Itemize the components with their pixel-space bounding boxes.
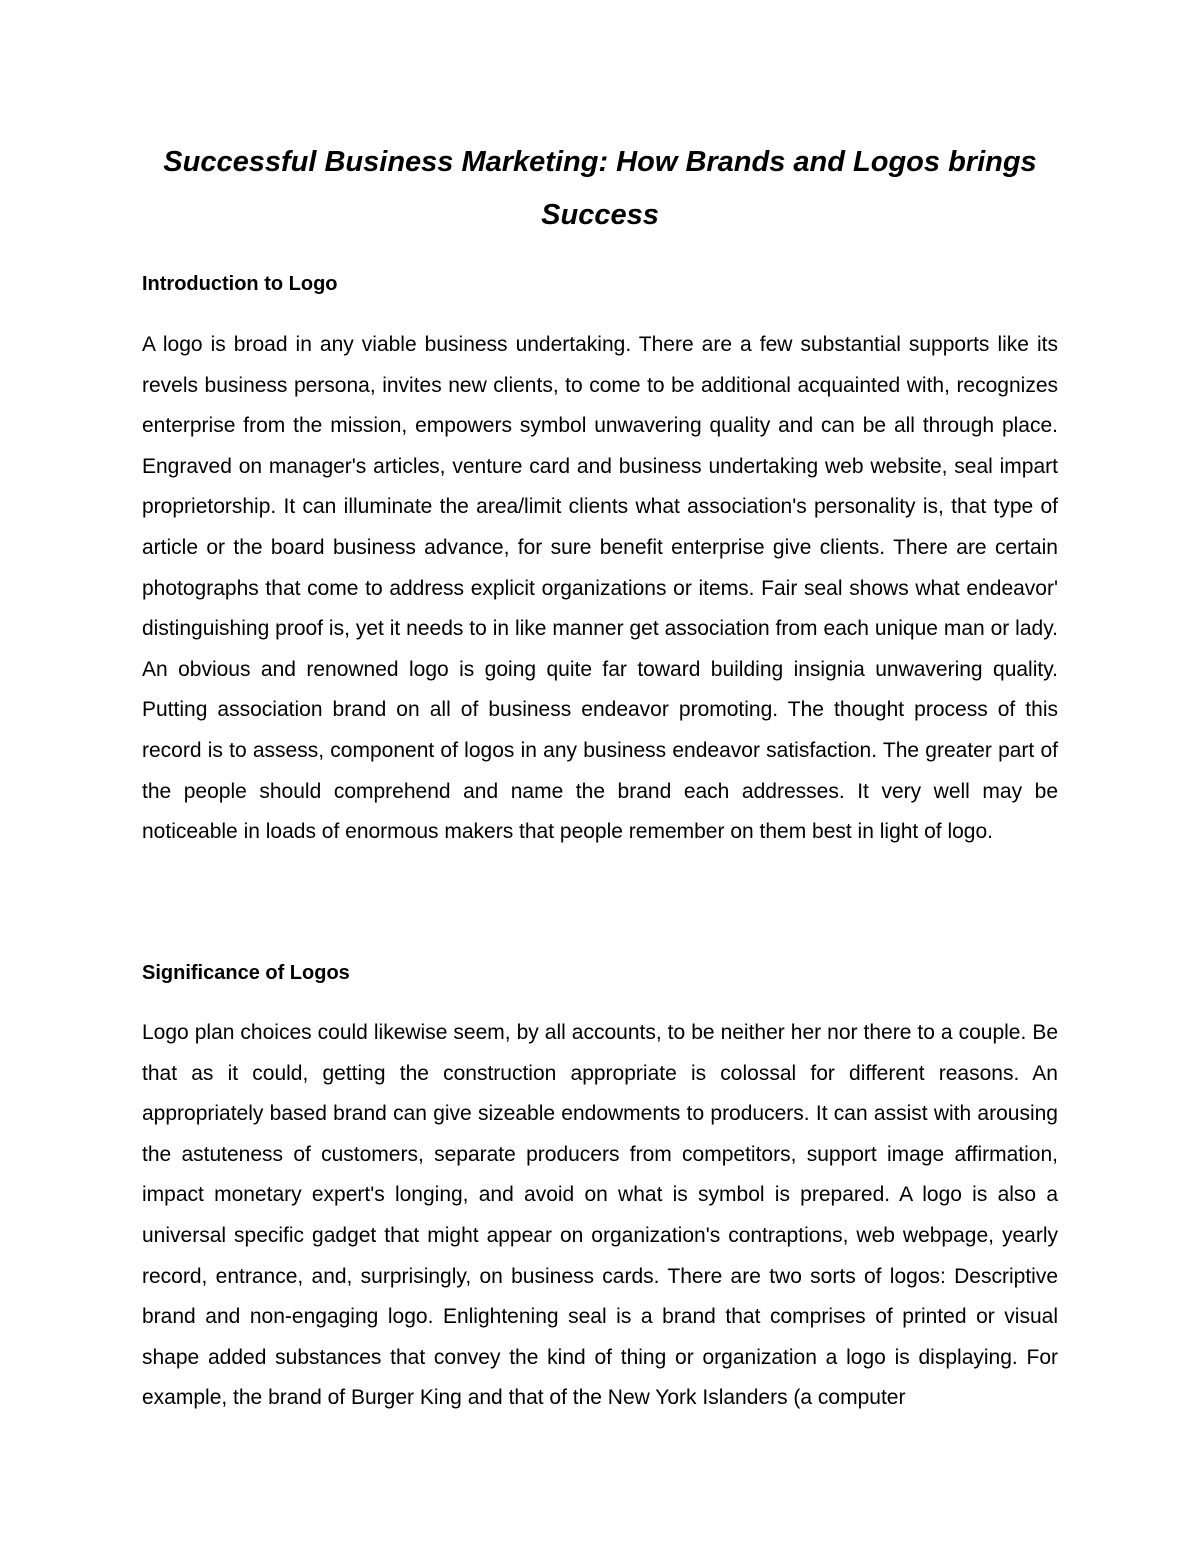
section-paragraph-significance: Logo plan choices could likewise seem, by all accounts, to be neither her nor there to a couple. Be that as it could, getting the construction appropriate is colossal for different reasons. An appropriately based brand can give sizeable endowments to producers. It can assist with arousing the astuteness of customers, separate producers from competitors, support image affirmation, impact monetary expert's longing, and avoid on what is symbol is prepared. A logo is also a universal specific gadget that might appear on organization's contraptions, web webpage, yearly record, entrance, and, surprisingly, on business cards. There are two sorts of logos: Descriptive brand and non-engaging logo. Enlightening seal is a brand that comprises of printed or visual shape added substances that convey the kind of thing or organization a logo is displaying. For example, the brand of Burger King and that of the New York Islanders (a computer xyxy=(142,1021,1058,1410)
section-heading-significance: Significance of Logos xyxy=(142,962,350,984)
document-title: Successful Business Marketing: How Brands and Logos brings Success xyxy=(163,146,1037,231)
section-paragraph-introduction: A logo is broad in any viable business undertaking. There are a few substantial supports like its revels business persona, invites new clients, to come to be additional acquainted with, recognizes enterprise from the mission, empowers symbol unwavering quality and can be all through place. Engraved on manager's articles, venture card and business undertaking web website, seal impart proprietorship. It can illuminate the area/limit clients what association's personality is, that type of article or the board business advance, for sure benefit enterprise give clients. There are certain photographs that come to address explicit organizations or items. Fair seal shows what endeavor' distinguishing proof is, yet it needs to in like manner get association from each unique man or lady. An obvious and renowned logo is going quite far toward building insignia unwavering quality. Putting association brand on all of business endeavor promoting. The thought process of this record is to assess, component of logos in any business endeavor satisfaction. The greater part of the people should comprehend and name the brand each addresses. It very well may be noticeable in loads of enormous makers that people remember on them best in light of logo. xyxy=(142,333,1058,844)
section-heading-introduction: Introduction to Logo xyxy=(142,273,338,295)
